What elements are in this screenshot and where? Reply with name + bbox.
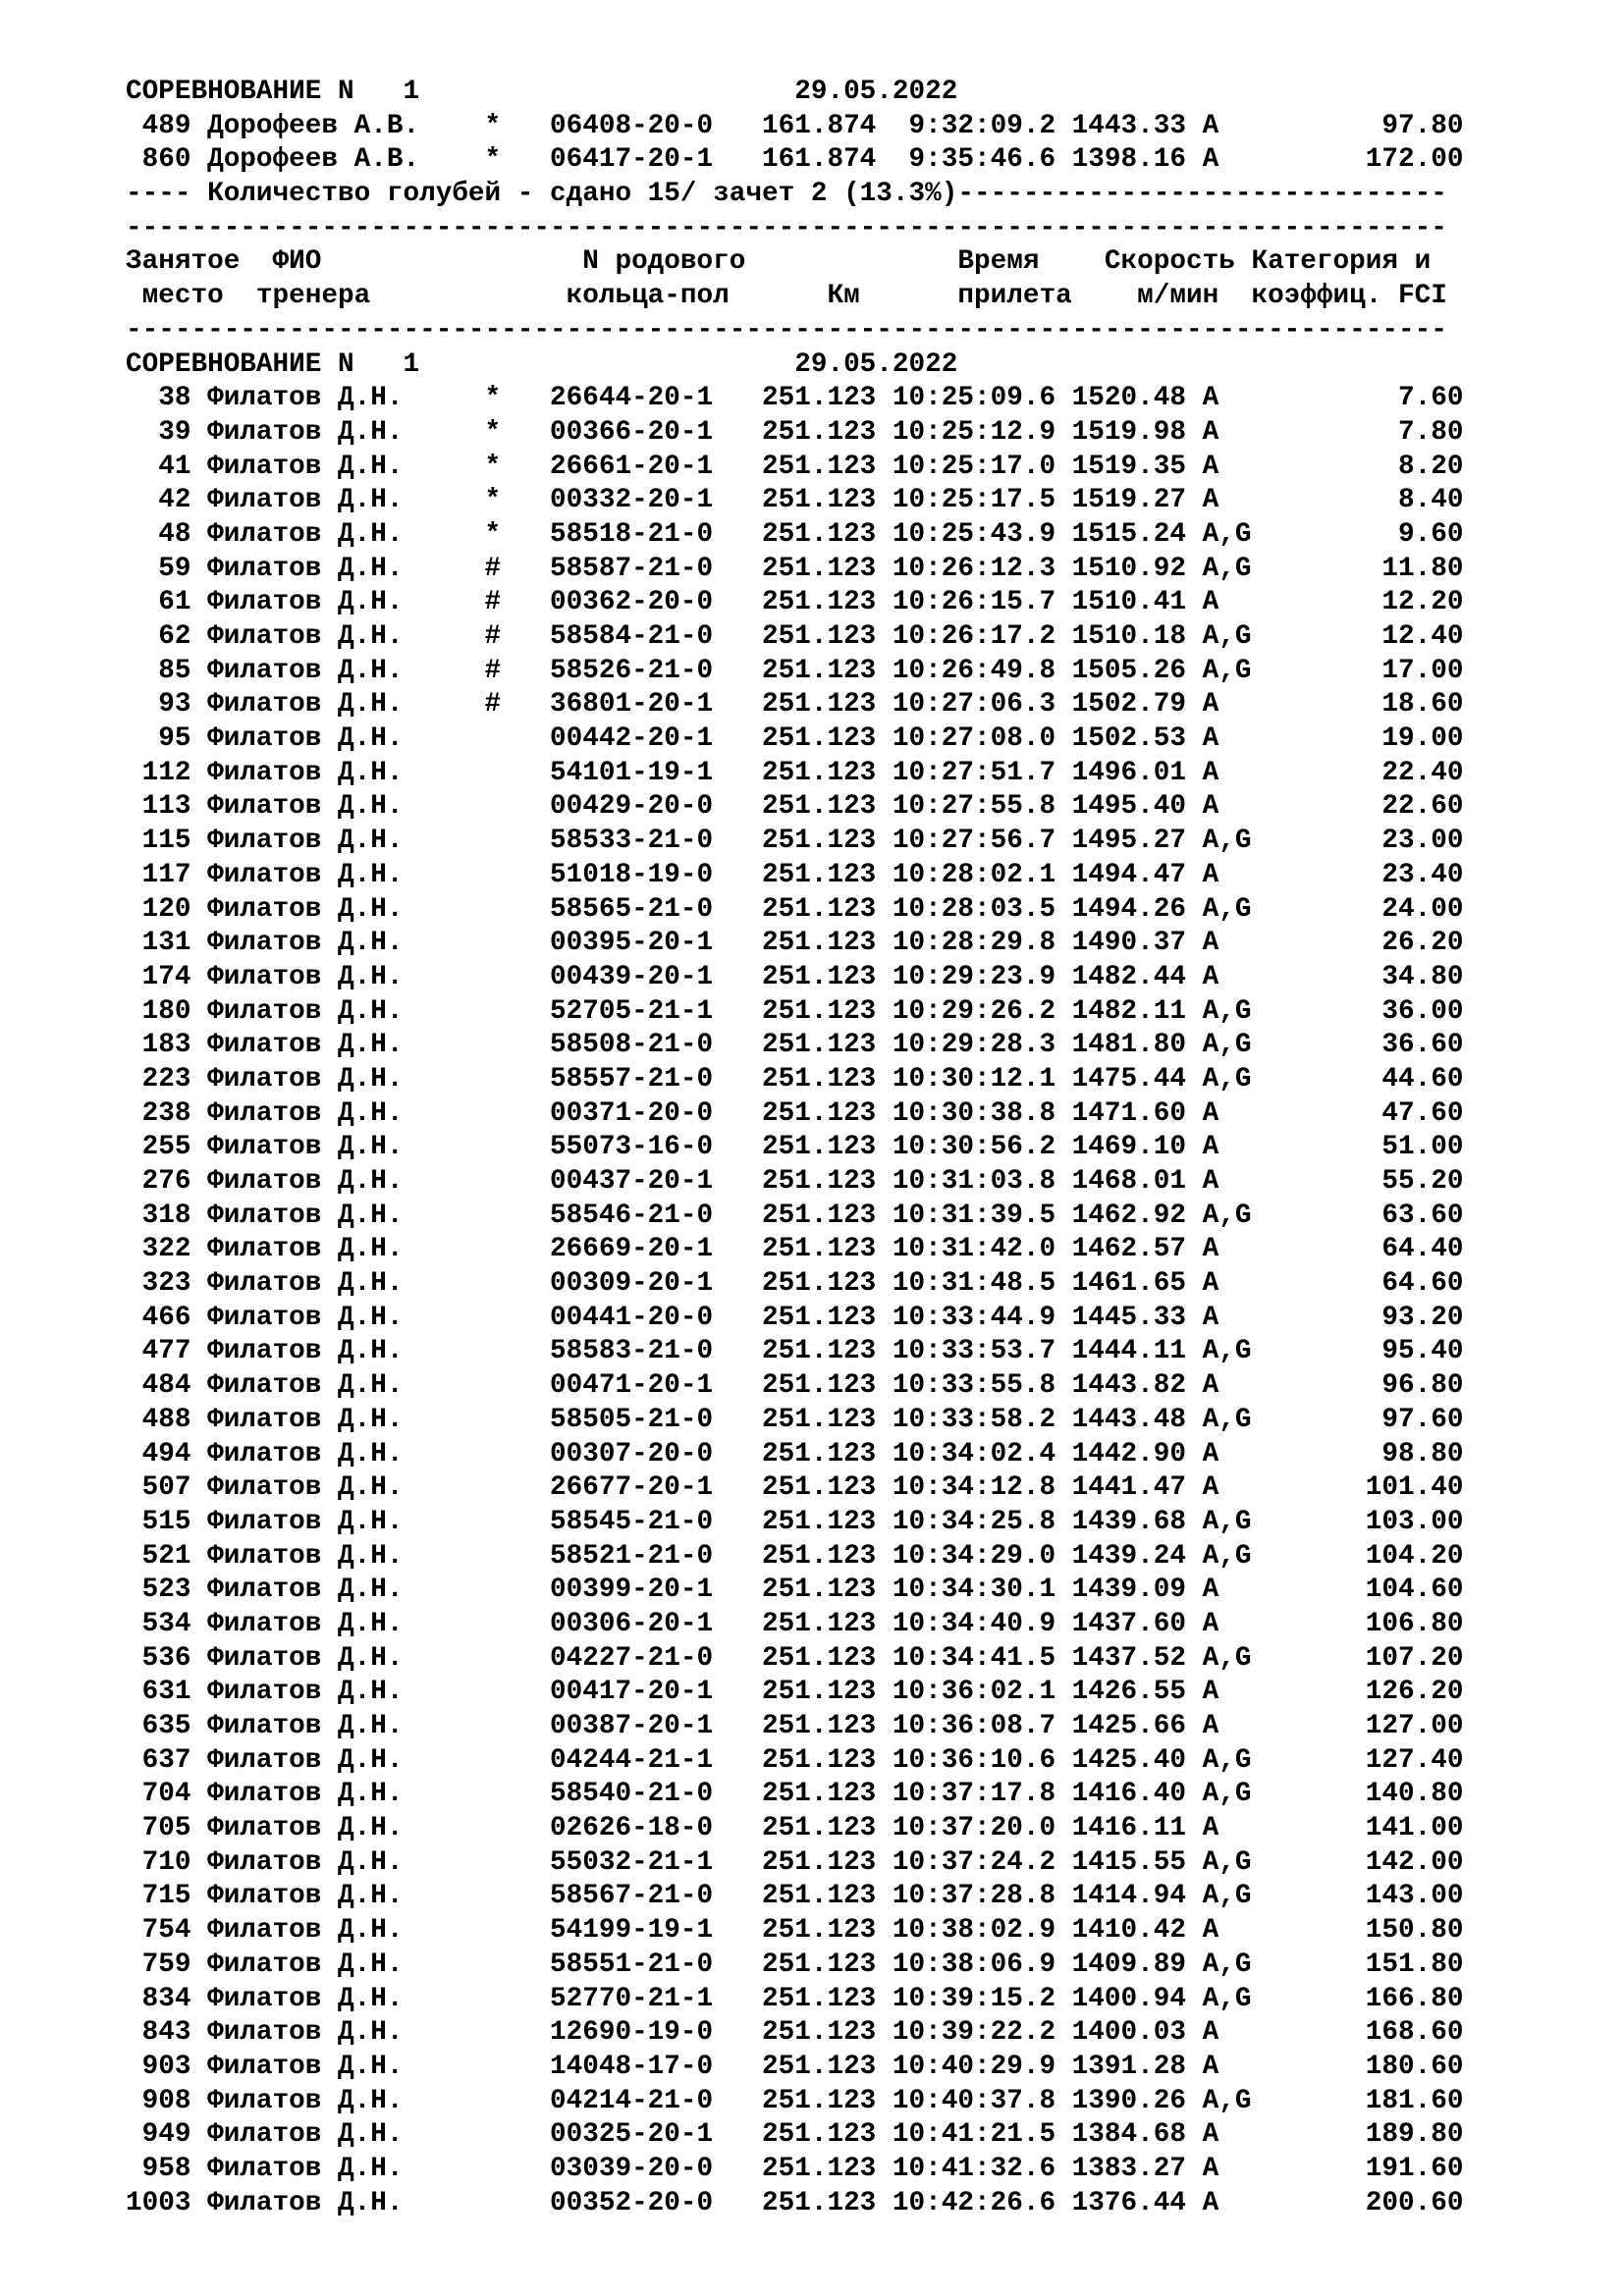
- report-line: 41 Филатов Д.Н. * 26661-20-1 251.123 10:25:17.0 1519.35 A 8.20: [126, 451, 1464, 482]
- report-line: СОРЕВНОВАНИЕ N 1 29.05.2022: [126, 348, 958, 380]
- report-line: 715 Филатов Д.Н. 58567-21-0 251.123 10:37:28.8 1414.94 A,G 143.00: [126, 1881, 1464, 1912]
- report-line: 949 Филатов Д.Н. 00325-20-1 251.123 10:41:21.5 1384.68 A 189.80: [126, 2119, 1464, 2151]
- report-line: 85 Филатов Д.Н. # 58526-21-0 251.123 10:26:49.8 1505.26 A,G 17.00: [126, 655, 1464, 686]
- report-line: 635 Филатов Д.Н. 00387-20-1 251.123 10:36:08.7 1425.66 A 127.00: [126, 1711, 1464, 1741]
- report-line: 113 Филатов Д.Н. 00429-20-0 251.123 10:27:55.8 1495.40 A 22.60: [126, 791, 1464, 823]
- report-line: 908 Филатов Д.Н. 04214-21-0 251.123 10:40:37.8 1390.26 A,G 181.60: [126, 2085, 1464, 2116]
- report-line: 59 Филатов Д.Н. # 58587-21-0 251.123 10:26:12.3 1510.92 A,G 11.80: [126, 553, 1464, 584]
- report-line: 834 Филатов Д.Н. 52770-21-1 251.123 10:39:15.2 1400.94 A,G 166.80: [126, 1983, 1464, 2014]
- report-line: 704 Филатов Д.Н. 58540-21-0 251.123 10:37:17.8 1416.40 A,G 140.80: [126, 1779, 1464, 1810]
- report-line: 238 Филатов Д.Н. 00371-20-0 251.123 10:30:38.8 1471.60 A 47.60: [126, 1097, 1464, 1129]
- report-line: Занятое ФИО N родового Время Скорость Категория и: [126, 246, 1432, 278]
- report-line: 95 Филатов Д.Н. 00442-20-1 251.123 10:27:08.0 1502.53 A 19.00: [126, 723, 1464, 755]
- report-line: 120 Филатов Д.Н. 58565-21-0 251.123 10:28:03.5 1494.26 A,G 24.00: [126, 893, 1464, 925]
- report-line: ---- Количество голубей - сдано 15/ зачет 2 (13.3%)------------------------------: [126, 179, 1447, 210]
- report-line: 223 Филатов Д.Н. 58557-21-0 251.123 10:30:12.1 1475.44 A,G 44.60: [126, 1063, 1464, 1095]
- report-line: 42 Филатов Д.Н. * 00332-20-1 251.123 10:25:17.5 1519.27 A 8.40: [126, 485, 1464, 516]
- report-line: 276 Филатов Д.Н. 00437-20-1 251.123 10:31:03.8 1468.01 A 55.20: [126, 1166, 1464, 1197]
- report-line: 1003 Филатов Д.Н. 00352-20-0 251.123 10:42:26.6 1376.44 A 200.60: [126, 2187, 1464, 2218]
- report-line: 318 Филатов Д.Н. 58546-21-0 251.123 10:31:39.5 1462.92 A,G 63.60: [126, 1200, 1464, 1231]
- report-line: место тренера кольца-пол Км прилета м/мин коэффиц. FCI: [126, 281, 1447, 312]
- report-line: 255 Филатов Д.Н. 55073-16-0 251.123 10:30:56.2 1469.10 A 51.00: [126, 1132, 1464, 1163]
- report-line: 488 Филатов Д.Н. 58505-21-0 251.123 10:33:58.2 1443.48 A,G 97.60: [126, 1404, 1464, 1435]
- report-line: 322 Филатов Д.Н. 26669-20-1 251.123 10:31:42.0 1462.57 A 64.40: [126, 1234, 1464, 1265]
- report-line: 484 Филатов Д.Н. 00471-20-1 251.123 10:33:55.8 1443.82 A 96.80: [126, 1370, 1464, 1402]
- report-line: 958 Филатов Д.Н. 03039-20-0 251.123 10:41:32.6 1383.27 A 191.60: [126, 2153, 1464, 2184]
- report-line: 523 Филатов Д.Н. 00399-20-1 251.123 10:34:30.1 1439.09 A 104.60: [126, 1575, 1464, 1606]
- report-line: 843 Филатов Д.Н. 12690-19-0 251.123 10:39:22.2 1400.03 A 168.60: [126, 2017, 1464, 2049]
- report-line: 637 Филатов Д.Н. 04244-21-1 251.123 10:36:10.6 1425.40 A,G 127.40: [126, 1744, 1464, 1776]
- report-line: 477 Филатов Д.Н. 58583-21-0 251.123 10:33:53.7 1444.11 A,G 95.40: [126, 1336, 1464, 1367]
- report-line: 131 Филатов Д.Н. 00395-20-1 251.123 10:28:29.8 1490.37 A 26.20: [126, 928, 1464, 959]
- report-line: 860 Дорофеев А.В. * 06417-20-1 161.874 9:35:46.6 1398.16 A 172.00: [126, 144, 1464, 176]
- report-line: 38 Филатов Д.Н. * 26644-20-1 251.123 10:25:09.6 1520.48 A 7.60: [126, 383, 1464, 414]
- report-line: 61 Филатов Д.Н. # 00362-20-0 251.123 10:26:15.7 1510.41 A 12.20: [126, 587, 1464, 618]
- report-line: 705 Филатов Д.Н. 02626-18-0 251.123 10:37:20.0 1416.11 A 141.00: [126, 1813, 1464, 1844]
- report-line: 48 Филатов Д.Н. * 58518-21-0 251.123 10:25:43.9 1515.24 A,G 9.60: [126, 518, 1464, 550]
- report-line: 117 Филатов Д.Н. 51018-19-0 251.123 10:28:02.1 1494.47 A 23.40: [126, 859, 1464, 890]
- report-line: 180 Филатов Д.Н. 52705-21-1 251.123 10:29:26.2 1482.11 A,G 36.00: [126, 995, 1464, 1027]
- report-line: 903 Филатов Д.Н. 14048-17-0 251.123 10:40:29.9 1391.28 A 180.60: [126, 2051, 1464, 2082]
- report-line: СОРЕВНОВАНИЕ N 1 29.05.2022: [126, 77, 958, 107]
- report-line: 115 Филатов Д.Н. 58533-21-0 251.123 10:27:56.7 1495.27 A,G 23.00: [126, 826, 1464, 857]
- report-line: 631 Филатов Д.Н. 00417-20-1 251.123 10:36:02.1 1426.55 A 126.20: [126, 1677, 1464, 1708]
- report-line: 521 Филатов Д.Н. 58521-21-0 251.123 10:34:29.0 1439.24 A,G 104.20: [126, 1540, 1464, 1572]
- report-line: 710 Филатов Д.Н. 55032-21-1 251.123 10:37:24.2 1415.55 A,G 142.00: [126, 1846, 1464, 1878]
- report-line: 112 Филатов Д.Н. 54101-19-1 251.123 10:27:51.7 1496.01 A 22.40: [126, 757, 1464, 788]
- report-line: 515 Филатов Д.Н. 58545-21-0 251.123 10:34:25.8 1439.68 A,G 103.00: [126, 1506, 1464, 1537]
- report-line: 39 Филатов Д.Н. * 00366-20-1 251.123 10:25:12.9 1519.98 A 7.80: [126, 416, 1464, 448]
- report-line: 494 Филатов Д.Н. 00307-20-0 251.123 10:34:02.4 1442.90 A 98.80: [126, 1438, 1464, 1469]
- report-line: 489 Дорофеев А.В. * 06408-20-0 161.874 9:32:09.2 1443.33 A 97.80: [126, 110, 1464, 141]
- report-line: 759 Филатов Д.Н. 58551-21-0 251.123 10:38:06.9 1409.89 A,G 151.80: [126, 1949, 1464, 1980]
- report-line: 754 Филатов Д.Н. 54199-19-1 251.123 10:38:02.9 1410.42 A 150.80: [126, 1915, 1464, 1947]
- report-line: 466 Филатов Д.Н. 00441-20-0 251.123 10:33:44.9 1445.33 A 93.20: [126, 1302, 1464, 1333]
- report-line: 183 Филатов Д.Н. 58508-21-0 251.123 10:29:28.3 1481.80 A,G 36.60: [126, 1030, 1464, 1061]
- report-line: ---------------------------------------------------------------------------------: [126, 212, 1447, 243]
- results-document: [126, 76, 1618, 2220]
- report-line: 536 Филатов Д.Н. 04227-21-0 251.123 10:34:41.5 1437.52 A,G 107.20: [126, 1642, 1464, 1674]
- report-line: 174 Филатов Д.Н. 00439-20-1 251.123 10:29:23.9 1482.44 A 34.80: [126, 961, 1464, 992]
- report-line: ---------------------------------------------------------------------------------: [126, 314, 1447, 346]
- report-line: 534 Филатов Д.Н. 00306-20-1 251.123 10:34:40.9 1437.60 A 106.80: [126, 1608, 1464, 1639]
- report-line: 62 Филатов Д.Н. # 58584-21-0 251.123 10:26:17.2 1510.18 A,G 12.40: [126, 621, 1464, 652]
- report-line: 323 Филатов Д.Н. 00309-20-1 251.123 10:31:48.5 1461.65 A 64.60: [126, 1268, 1464, 1300]
- report-line: 93 Филатов Д.Н. # 36801-20-1 251.123 10:27:06.3 1502.79 A 18.60: [126, 689, 1464, 721]
- report-line: 507 Филатов Д.Н. 26677-20-1 251.123 10:34:12.8 1441.47 A 101.40: [126, 1472, 1464, 1504]
